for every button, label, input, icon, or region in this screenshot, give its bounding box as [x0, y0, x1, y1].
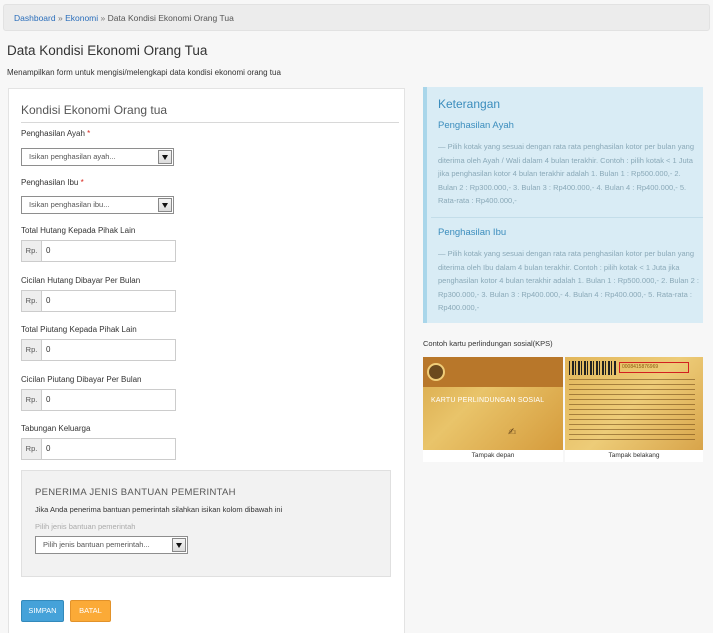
currency-addon: Rp.	[21, 240, 42, 262]
card-details-text-lines	[569, 379, 695, 443]
family-savings-input-group	[21, 438, 176, 460]
currency-addon: Rp.	[21, 438, 42, 460]
info-title: Keterangan	[438, 97, 501, 111]
barcode-icon	[569, 361, 617, 375]
father-income-select[interactable]: Isikan penghasilan ayah...	[21, 148, 174, 166]
info-panel	[423, 87, 703, 323]
info-father-heading: Penghasilan Ayah	[438, 120, 514, 131]
card-number: 0008415876969	[619, 362, 689, 373]
total-receivable-input[interactable]: 0	[41, 339, 176, 361]
save-button[interactable]: SIMPAN	[21, 600, 64, 622]
info-mother-text: — Pilih kotak yang sesuai dengan rata rata penghasilan kotor per bulan yang diterima oleh Ibu dalam 4 bulan terakhir. Contoh : pilih kotak < 1 Juta jika penghasilan kotor 4 bulan terakhir adalah 1. Bulan 1 : Rp500.000,- 2. Bulan 2 : Rp300.000,- 3. Bulan 3 : Rp400.000,- 4. Bulan 4 : Rp400.000,- 5. Rata-rata : Rp400.000,-	[438, 249, 700, 312]
breadcrumb	[3, 4, 710, 31]
page-title: Data Kondisi Ekonomi Orang Tua	[7, 43, 208, 58]
garuda-emblem-icon	[427, 363, 445, 381]
father-income-label: Penghasilan Ayah *	[21, 129, 91, 138]
receivable-installment-label: Cicilan Piutang Dibayar Per Bulan	[21, 375, 142, 384]
front-caption: Tampak depan	[423, 450, 563, 462]
assistance-type-select[interactable]: Pilih jenis bantuan pemerintah...	[35, 536, 188, 554]
mother-income-label: Penghasilan Ibu *	[21, 178, 84, 187]
kps-example-label: Contoh kartu perlindungan sosial(KPS)	[423, 339, 553, 348]
receivable-installment-input-group	[21, 389, 176, 411]
kps-card-front-image	[423, 357, 563, 450]
breadcrumb-separator: »	[100, 13, 106, 23]
total-debt-input[interactable]: 0	[41, 240, 176, 262]
total-receivable-input-group	[21, 339, 176, 361]
page-description: Menampilkan form untuk mengisi/melengkapi data kondisi ekonomi orang tua	[7, 68, 281, 77]
back-caption: Tampak belakang	[565, 450, 703, 462]
family-savings-input[interactable]: 0	[41, 438, 176, 460]
signature-icon: ✍	[508, 427, 517, 438]
debt-installment-input[interactable]: 0	[41, 290, 176, 312]
form-title: Kondisi Ekonomi Orang tua	[21, 103, 168, 117]
government-assistance-panel	[21, 470, 391, 577]
required-mark: *	[87, 129, 91, 138]
breadcrumb-dashboard-link[interactable]: Dashboard	[14, 13, 56, 23]
chevron-down-icon[interactable]	[172, 538, 186, 552]
info-father-text: — Pilih kotak yang sesuai dengan rata rata penghasilan kotor per bulan yang diterima oleh Ayah / Wali dalam 4 bulan terakhir. Contoh : pilih kotak < 1 Juta jika penghasilan kotor 4 bulan terakhir adalah 1. Bulan 1 : Rp500.000,- 2. Bulan 2 : Rp300.000,- 3. Bulan 3 : Rp400.000,- 4. Bulan 4 : Rp400.000,- 5. Rata-rata : Rp400.000,-	[438, 142, 694, 205]
chevron-down-icon[interactable]	[158, 150, 172, 164]
chevron-down-icon[interactable]	[158, 198, 172, 212]
economic-form-card	[8, 88, 405, 633]
currency-addon: Rp.	[21, 389, 42, 411]
required-mark: *	[80, 178, 84, 187]
breadcrumb-separator: »	[57, 13, 63, 23]
total-debt-input-group	[21, 240, 176, 262]
form-title-divider	[21, 122, 399, 123]
info-divider	[431, 217, 703, 218]
cancel-button[interactable]: BATAL	[70, 600, 111, 622]
assistance-title: PENERIMA JENIS BANTUAN PEMERINTAH	[35, 487, 236, 498]
total-debt-label: Total Hutang Kepada Pihak Lain	[21, 226, 136, 235]
assistance-type-label: Pilih jenis bantuan pemerintah	[35, 522, 136, 531]
card-title: KARTU PERLINDUNGAN SOSIAL	[431, 397, 545, 404]
kps-card-back-image	[565, 357, 703, 450]
currency-addon: Rp.	[21, 290, 42, 312]
total-receivable-label: Total Piutang Kepada Pihak Lain	[21, 325, 137, 334]
receivable-installment-input[interactable]: 0	[41, 389, 176, 411]
info-mother-heading: Penghasilan Ibu	[438, 227, 507, 238]
debt-installment-label: Cicilan Hutang Dibayar Per Bulan	[21, 276, 141, 285]
family-savings-label: Tabungan Keluarga	[21, 424, 91, 433]
mother-income-select[interactable]: Isikan penghasilan ibu...	[21, 196, 174, 214]
breadcrumb-ekonomi-link[interactable]: Ekonomi	[65, 13, 99, 23]
assistance-description: Jika Anda penerima bantuan pemerintah silahkan isikan kolom dibawah ini	[35, 505, 283, 514]
debt-installment-input-group	[21, 290, 176, 312]
currency-addon: Rp.	[21, 339, 42, 361]
breadcrumb-current: Data Kondisi Ekonomi Orang Tua	[107, 13, 234, 23]
